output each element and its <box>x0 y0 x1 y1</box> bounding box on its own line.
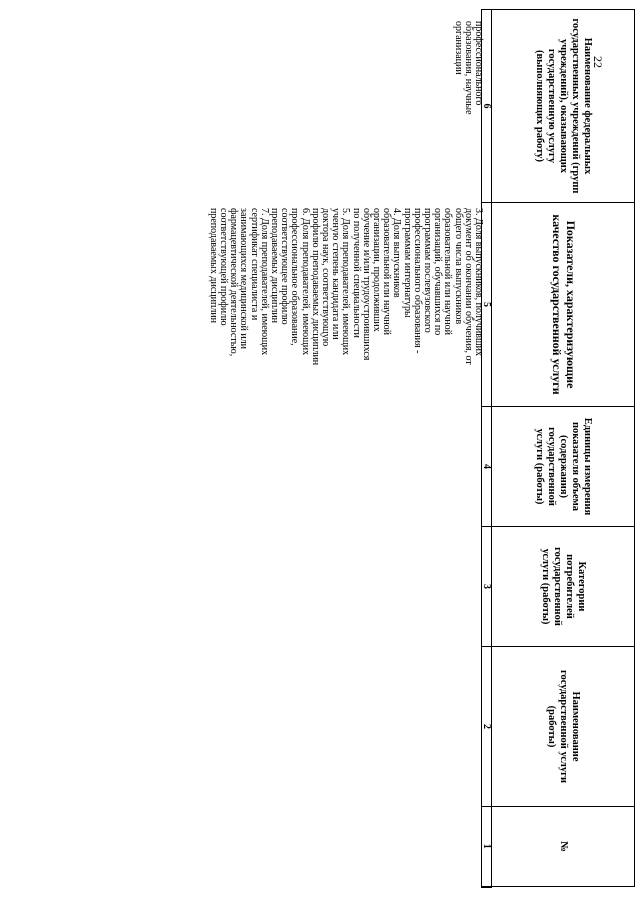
indicator-line: общего числа выпускников <box>452 208 464 325</box>
header-consumer-categories: Категории потребителей государственной услуги (работы) <box>492 527 635 647</box>
indicator-line: образовательной или научной <box>381 208 393 335</box>
indicator-line: обучение и/или трудоустроившихся <box>360 208 372 361</box>
header-number: № <box>492 807 635 887</box>
column-number: 3 <box>482 527 492 647</box>
indicator-line: 5. Доля преподавателей, имеющих <box>340 208 352 356</box>
header-row <box>492 10 635 887</box>
page-number: 22 <box>591 56 605 68</box>
indicator-line: программам послевузовского <box>421 208 433 333</box>
indicator-line: 6. Доля преподавателей, имеющих <box>299 208 311 356</box>
column-number: 4 <box>482 407 492 527</box>
indicator-line: программам интернатуры <box>401 208 413 318</box>
indicator-line: занимающихся медицинской или <box>238 208 250 350</box>
indicator-line: преподаваемых дисциплин <box>207 208 219 324</box>
indicator-line: организаций, обучавшихся по <box>432 208 444 336</box>
indicator-line: сертификат специалиста и <box>248 208 260 321</box>
institutions-cell <box>452 21 483 201</box>
gov-service-table <box>481 9 635 888</box>
institution-line: организации <box>452 21 464 75</box>
indicator-line: профессиональное образование, <box>289 208 301 346</box>
indicator-line: организации, продолживших <box>370 208 382 332</box>
column-number: 5 <box>482 203 492 407</box>
indicator-line: ученую степень кандидата или <box>330 208 342 340</box>
indicator-line: преподаваемых дисциплин <box>268 208 280 324</box>
header-quality-indicators: Показатели, характеризующие качество государственной услуги <box>492 203 635 407</box>
header-service-name: Наименование государственной услуги (работы) <box>492 647 635 807</box>
indicator-line: фармацевтической деятельностью, <box>228 208 240 357</box>
indicator-line: профессионального образования - <box>411 208 423 354</box>
indicator-line: документ об окончании обучения, от <box>462 208 474 365</box>
indicator-line: соответствующей профилю <box>217 208 229 326</box>
institution-line: профессионального <box>473 21 484 106</box>
indicator-line: образовательной или научной <box>442 208 454 335</box>
indicator-line: соответствующее профилю <box>279 208 291 325</box>
indicator-line: 7. Доля преподавателей, имеющих <box>258 208 270 356</box>
column-number: 6 <box>482 10 492 203</box>
indicator-line: 3. Доля выпускников, получивших <box>473 208 484 357</box>
quality-indicators-cell <box>208 208 483 404</box>
column-number: 1 <box>482 807 492 887</box>
header-institutions: Наименование федеральных государственных учреждений (групп учреждений), оказывающих государственную услугу (выполняющих работу) <box>492 10 635 203</box>
indicator-line: доктора наук, соответствующую <box>319 208 331 347</box>
column-number-row <box>482 10 492 887</box>
institution-line: образования, научные <box>462 21 474 115</box>
rotated-table-region <box>65 9 635 886</box>
column-number: 2 <box>482 647 492 807</box>
indicator-line: 4. Доля выпускников <box>391 208 403 298</box>
indicator-line: по полученной специальности <box>350 208 362 338</box>
indicator-line: профилю преподаваемых дисциплин <box>309 208 321 366</box>
header-units: Единицы измерения показателя объема (содержания) государственной услуги (работы) <box>492 407 635 527</box>
